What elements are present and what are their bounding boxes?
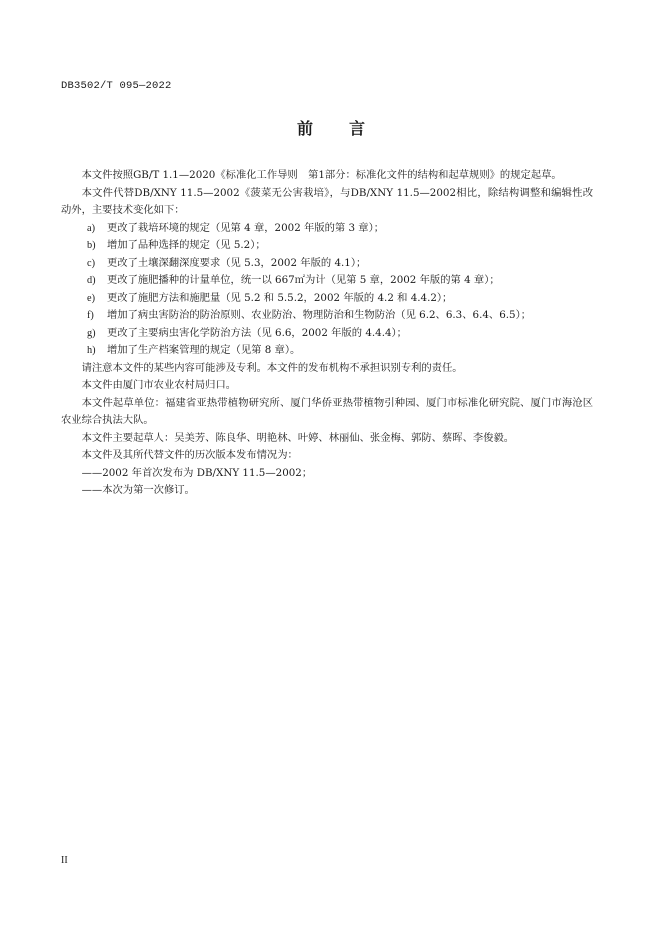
paragraph-drafting-basis: 本文件按照GB/T 1.1—2020《标准化工作导则 第1部分：标准化文件的结构和起草规则》的规定起草。 [81, 169, 562, 181]
page-number: II [61, 855, 68, 866]
list-item [61, 272, 593, 290]
list-marker: a) [87, 222, 95, 234]
list-marker: c) [87, 257, 95, 269]
list-marker: d) [87, 275, 96, 286]
list-item-text: 更改了施肥播种的计量单位，统一以 667㎡为计（见第 5 章，2002 年版的第 4 章）； [107, 274, 500, 286]
list-item [61, 325, 593, 343]
paragraph-replacement: 本文件代替DB/XNY 11.5—2002《菠菜无公害栽培》，与DB/XNY 11.5—2002相比，除结构调整和编辑性改动外，主要技术变化如下： [61, 186, 593, 216]
paragraph-drafters: 本文件主要起草人：吴美芳、陈良华、明艳林、叶婷、林丽仙、张金梅、郭防、蔡晖、李俊毅。 [81, 431, 515, 444]
list-item-text: 增加了品种选择的规定（见 5.2）； [107, 239, 266, 251]
history-item: ——2002 年首次发布为 DB/XNY 11.5—2002； [81, 466, 313, 479]
history-item: ——本次为第一次修订。 [81, 484, 195, 496]
list-item [61, 307, 593, 325]
list-item [61, 290, 593, 308]
paragraph-proposer: 本文件由厦门市农业农村局归口。 [81, 379, 237, 391]
list-marker: f) [87, 310, 94, 321]
list-marker: h) [87, 345, 96, 356]
list-marker: g) [87, 327, 96, 339]
paragraph-history-intro: 本文件及其所代替文件的历次版本发布情况为： [81, 449, 298, 461]
list-item-text: 更改了施肥方法和施肥量（见 5.2 和 5.5.2，2002 年版的 4.2 和 4.4.2）； [107, 291, 453, 304]
list-item [61, 220, 593, 238]
list-item [61, 255, 593, 273]
document-code: DB3502/T 095—2022 [61, 80, 172, 92]
list-item-text: 更改了主要病虫害化学防治方法（见 6.6，2002 年版的 4.4.4）； [107, 326, 407, 339]
technical-changes-list [61, 220, 593, 360]
list-marker: b) [87, 240, 96, 251]
list-item [61, 342, 593, 360]
list-item-text: 增加了生产档案管理的规定（见第 8 章）。 [107, 344, 301, 356]
list-marker: e) [87, 292, 95, 304]
foreword-body [61, 167, 593, 500]
list-item [61, 237, 593, 255]
list-item-text: 增加了病虫害防治的防治原则、农业防治、物理防治和生物防治（见 6.2、6.3、6.4、6.5）； [107, 309, 532, 321]
list-item-text: 更改了土壤深翻深度要求（见 5.3，2002 年版的 4.1）； [107, 256, 367, 269]
list-item-text: 更改了栽培环境的规定（见第 4 章，2002 年版的第 3 章）； [107, 221, 385, 234]
paragraph-drafting-units: 本文件起草单位：福建省亚热带植物研究所、厦门华侨亚热带植物引种园、厦门市标准化研究院、厦门市海沧区农业综合执法大队。 [61, 396, 593, 426]
paragraph-patent-notice: 请注意本文件的某些内容可能涉及专利。本文件的发布机构不承担识别专利的责任。 [81, 361, 463, 374]
page-title: 前言 [296, 119, 401, 138]
